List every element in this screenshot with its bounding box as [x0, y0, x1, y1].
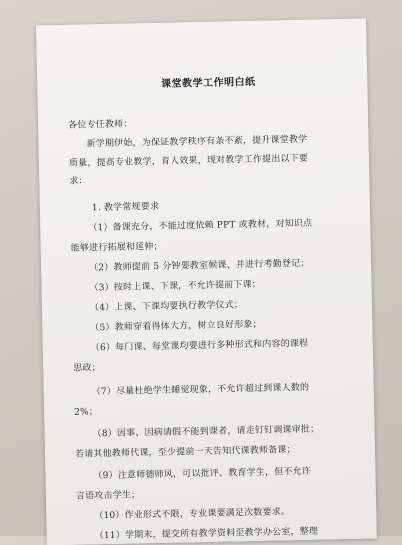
- intro-line-2: 质量，提高专业教学，育人效果，现对教学工作提出以下要: [68, 153, 309, 169]
- item-6-line-1: （6）每门课、每堂课均要进行多种形式和内容的课程: [90, 338, 309, 354]
- document-body: [66, 19, 348, 542]
- item-7-line-2: 2%；: [74, 407, 99, 418]
- item-1-line-2: 能够进行拓展和延伸；: [70, 241, 163, 254]
- document-title: 课堂教学工作明白纸: [160, 76, 256, 90]
- item-1-line-1: （1）备课充分，不能过度依赖 PPT 或教材，对知识点: [88, 218, 313, 234]
- item-3: （3）按时上课、下课，不允许提前下课；: [89, 279, 262, 294]
- item-8-line-2: 若请其他教师代课，至少提前一天告知代课教师备课；: [74, 445, 296, 460]
- intro-line-3: 求：: [69, 176, 88, 187]
- item-9-line-2: 言语攻击学生；: [75, 490, 141, 502]
- item-9-line-1: （9）注意师德师风，可以批评、教育学生，但不允许: [93, 466, 312, 482]
- paper-sheet: [36, 19, 377, 545]
- item-8-line-1: （8）因事、因病请假不能到课者，请走钉钉调课审批；: [92, 424, 320, 440]
- item-4: （4）上课、下课均要执行教学仪式；: [89, 300, 244, 314]
- salutation: 各位专任教师：: [68, 119, 133, 131]
- item-11-line-1: （11）学期末，提交所有教学资料至教学办公室，整理: [94, 526, 319, 542]
- item-2: （2）教师提前 5 分钟要教室候课，并进行考勤登记；: [89, 258, 310, 274]
- item-5: （5）教师穿着得体大方，树立良好形象；: [90, 319, 262, 334]
- item-6-line-2: 思政；: [73, 363, 101, 374]
- item-7-line-1: （7）尽量杜绝学生睡觉现象，不允许超过到课人数的: [91, 382, 310, 398]
- intro-line-1: 新学期伊始，为保证教学秩序有条不紊，提升课堂教学: [86, 134, 308, 150]
- item-10: （10）作业形式不限，专业课要满足次数要求。: [94, 507, 291, 522]
- section-heading: 1. 教学常规要求: [91, 201, 160, 214]
